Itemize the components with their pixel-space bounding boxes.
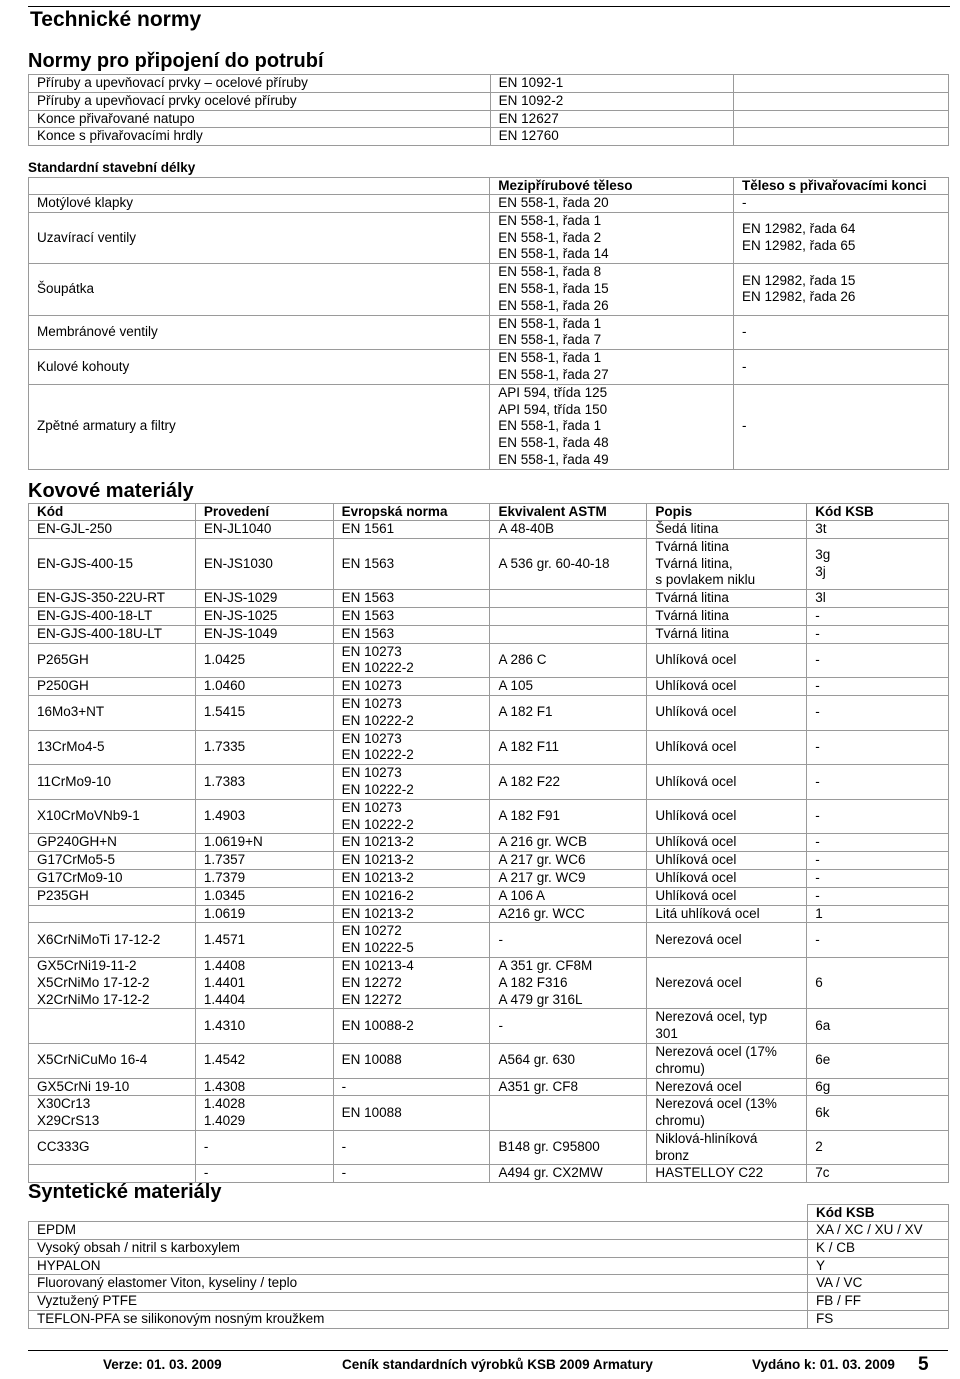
- european-norm: EN 10213-2: [333, 905, 490, 923]
- ksb-code: -: [807, 923, 949, 958]
- table-row: [29, 1239, 949, 1257]
- table-row: [29, 834, 949, 852]
- material-execution: 1.0619: [195, 905, 333, 923]
- material-code: X6CrNiMoTi 17-12-2: [29, 923, 196, 958]
- pipe-norm-empty: [734, 128, 949, 146]
- material-code: CC333G: [29, 1130, 196, 1165]
- ksb-code: -: [807, 730, 949, 765]
- pipe-norm-code: EN 1092-1: [490, 75, 734, 93]
- material-execution: EN-JS-1049: [195, 625, 333, 643]
- european-norm: EN 10273 EN 10222-2: [333, 730, 490, 765]
- material-code: P250GH: [29, 678, 196, 696]
- pipe-norm-empty: [734, 110, 949, 128]
- table-row: [29, 695, 949, 730]
- material-execution: 1.7357: [195, 852, 333, 870]
- ksb-code: 6: [807, 957, 949, 1008]
- material-execution: -: [195, 1130, 333, 1165]
- astm-equivalent: A 182 F91: [490, 799, 647, 834]
- valve-type: Motýlové klapky: [29, 195, 490, 213]
- material-code: GX5CrNi19-11-2 X5CrNiMo 17-12-2 X2CrNiMo 17-12-2: [29, 957, 196, 1008]
- ksb-code: 3t: [807, 521, 949, 539]
- material-execution: 1.0619+N: [195, 834, 333, 852]
- material-execution: EN-JL1040: [195, 521, 333, 539]
- wafer-length: EN 558-1, řada 20: [490, 195, 734, 213]
- material-description: Uhlíková ocel: [647, 834, 807, 852]
- material-description: Uhlíková ocel: [647, 695, 807, 730]
- synthetic-header-empty: [29, 1205, 808, 1222]
- european-norm: EN 10273 EN 10222-2: [333, 643, 490, 678]
- wafer-length: EN 558-1, řada 1 EN 558-1, řada 7: [490, 315, 734, 350]
- astm-equivalent: A 351 gr. CF8M A 182 F316 A 479 gr 316L: [490, 957, 647, 1008]
- astm-equivalent: A 182 F22: [490, 765, 647, 800]
- material-execution: 1.4903: [195, 799, 333, 834]
- table-row: [29, 887, 949, 905]
- table-row: [29, 1043, 949, 1078]
- material-code: X30Cr13 X29CrS13: [29, 1096, 196, 1131]
- astm-equivalent: A564 gr. 630: [490, 1043, 647, 1078]
- ksb-code: -: [807, 799, 949, 834]
- table-row: [29, 110, 949, 128]
- synthetic-material: HYPALON: [29, 1257, 808, 1275]
- material-description: Nerezová ocel: [647, 1078, 807, 1096]
- material-description: HASTELLOY C22: [647, 1165, 807, 1183]
- table-row: [29, 765, 949, 800]
- material-code: GP240GH+N: [29, 834, 196, 852]
- table-row: [29, 1293, 949, 1311]
- lengths-section-title: Standardní stavební délky: [28, 160, 196, 175]
- col-description: Popis: [647, 504, 807, 521]
- material-code: EN-GJS-400-18U-LT: [29, 625, 196, 643]
- material-execution: 1.4028 1.4029: [195, 1096, 333, 1131]
- lengths-table: [28, 177, 949, 470]
- material-execution: 1.7335: [195, 730, 333, 765]
- material-description: Nerezová ocel, typ 301: [647, 1009, 807, 1044]
- astm-equivalent: A 217 gr. WC9: [490, 869, 647, 887]
- ksb-code: -: [807, 887, 949, 905]
- synthetic-code-header: Kód KSB: [808, 1205, 949, 1222]
- material-description: Uhlíková ocel: [647, 799, 807, 834]
- table-row: [29, 384, 949, 469]
- european-norm: EN 10216-2: [333, 887, 490, 905]
- european-norm: EN 10273 EN 10222-2: [333, 695, 490, 730]
- table-row: [29, 75, 949, 93]
- top-rule: [28, 6, 950, 7]
- ksb-code: -: [807, 625, 949, 643]
- european-norm: -: [333, 1165, 490, 1183]
- weld-length: EN 12982, řada 64 EN 12982, řada 65: [734, 212, 949, 263]
- weld-length: -: [734, 195, 949, 213]
- astm-equivalent: B148 gr. C95800: [490, 1130, 647, 1165]
- pipe-norm-name: Konce s přivařovacími hrdly: [29, 128, 491, 146]
- footer-issued: Vydáno k: 01. 03. 2009: [752, 1357, 895, 1372]
- ksb-code: 3l: [807, 590, 949, 608]
- material-description: Uhlíková ocel: [647, 852, 807, 870]
- col-execution: Provedení: [195, 504, 333, 521]
- ksb-code: -: [807, 852, 949, 870]
- material-execution: -: [195, 1165, 333, 1183]
- european-norm: EN 10273: [333, 678, 490, 696]
- material-execution: 1.7383: [195, 765, 333, 800]
- material-execution: 1.4571: [195, 923, 333, 958]
- european-norm: EN 10273 EN 10222-2: [333, 765, 490, 800]
- wafer-length: EN 558-1, řada 8 EN 558-1, řada 15 EN 558-1, řada 26: [490, 264, 734, 315]
- astm-equivalent: -: [490, 923, 647, 958]
- metals-table: [28, 503, 949, 1183]
- european-norm: EN 1563: [333, 538, 490, 589]
- table-row: [29, 607, 949, 625]
- material-description: Uhlíková ocel: [647, 869, 807, 887]
- material-code: P235GH: [29, 887, 196, 905]
- astm-equivalent: A 182 F1: [490, 695, 647, 730]
- material-description: Tvárná litina Tvárná litina, s povlakem niklu: [647, 538, 807, 589]
- material-description: Uhlíková ocel: [647, 730, 807, 765]
- synthetic-material: EPDM: [29, 1222, 808, 1240]
- material-execution: 1.0345: [195, 887, 333, 905]
- table-row: [29, 1130, 949, 1165]
- material-code: 16Mo3+NT: [29, 695, 196, 730]
- material-description: Nerezová ocel (17% chromu): [647, 1043, 807, 1078]
- valve-type: Membránové ventily: [29, 315, 490, 350]
- col-european-norm: Evropská norma: [333, 504, 490, 521]
- footer-version: Verze: 01. 03. 2009: [103, 1357, 222, 1372]
- table-row: [29, 1009, 949, 1044]
- european-norm: EN 10213-2: [333, 834, 490, 852]
- table-row: [29, 625, 949, 643]
- material-execution: 1.4310: [195, 1009, 333, 1044]
- lengths-col-wafer: Mezipřírubové těleso: [490, 178, 734, 195]
- table-row: [29, 538, 949, 589]
- astm-equivalent: A 216 gr. WCB: [490, 834, 647, 852]
- material-execution: 1.7379: [195, 869, 333, 887]
- astm-equivalent: A 536 gr. 60-40-18: [490, 538, 647, 589]
- synthetic-ksb-code: FB / FF: [808, 1293, 949, 1311]
- table-row: [29, 212, 949, 263]
- table-row: [29, 678, 949, 696]
- col-astm: Ekvivalent ASTM: [490, 504, 647, 521]
- col-ksb-code: Kód KSB: [807, 504, 949, 521]
- ksb-code: 7c: [807, 1165, 949, 1183]
- european-norm: EN 10088-2: [333, 1009, 490, 1044]
- european-norm: EN 1561: [333, 521, 490, 539]
- ksb-code: -: [807, 607, 949, 625]
- table-row: [29, 923, 949, 958]
- table-row: [29, 128, 949, 146]
- material-description: Nerezová ocel: [647, 923, 807, 958]
- ksb-code: -: [807, 678, 949, 696]
- ksb-code: 6a: [807, 1009, 949, 1044]
- table-row: [29, 521, 949, 539]
- pipe-norm-name: Konce přivařované natupo: [29, 110, 491, 128]
- astm-equivalent: [490, 590, 647, 608]
- european-norm: EN 1563: [333, 590, 490, 608]
- synthetic-section-title: Syntetické materiály: [28, 1181, 222, 1203]
- table-row: [29, 315, 949, 350]
- material-code: EN-GJS-400-18-LT: [29, 607, 196, 625]
- astm-equivalent: [490, 607, 647, 625]
- material-code: EN-GJS-350-22U-RT: [29, 590, 196, 608]
- table-row: [29, 957, 949, 1008]
- material-description: Tvárná litina: [647, 607, 807, 625]
- pipe-norm-code: EN 1092-2: [490, 92, 734, 110]
- wafer-length: EN 558-1, řada 1 EN 558-1, řada 27: [490, 350, 734, 385]
- pipe-norm-code: EN 12627: [490, 110, 734, 128]
- material-code: G17CrMo9-10: [29, 869, 196, 887]
- table-row: [29, 730, 949, 765]
- material-execution: EN-JS-1025: [195, 607, 333, 625]
- table-row: [29, 869, 949, 887]
- page-number: 5: [918, 1354, 929, 1375]
- material-execution: 1.4408 1.4401 1.4404: [195, 957, 333, 1008]
- table-row: [29, 1078, 949, 1096]
- astm-equivalent: A 286 C: [490, 643, 647, 678]
- material-description: Uhlíková ocel: [647, 678, 807, 696]
- table-row: [29, 590, 949, 608]
- european-norm: EN 1563: [333, 625, 490, 643]
- weld-length: -: [734, 384, 949, 469]
- ksb-code: -: [807, 869, 949, 887]
- european-norm: EN 10213-2: [333, 852, 490, 870]
- table-row: [29, 264, 949, 315]
- astm-equivalent: A351 gr. CF8: [490, 1078, 647, 1096]
- material-code: EN-GJL-250: [29, 521, 196, 539]
- material-code: G17CrMo5-5: [29, 852, 196, 870]
- european-norm: EN 1563: [333, 607, 490, 625]
- synthetic-ksb-code: VA / VC: [808, 1275, 949, 1293]
- table-row: [29, 1310, 949, 1328]
- ksb-code: 6e: [807, 1043, 949, 1078]
- ksb-code: 6k: [807, 1096, 949, 1131]
- material-code: X5CrNiCuMo 16-4: [29, 1043, 196, 1078]
- synthetic-ksb-code: K / CB: [808, 1239, 949, 1257]
- material-execution: EN-JS-1029: [195, 590, 333, 608]
- synthetic-ksb-code: FS: [808, 1310, 949, 1328]
- astm-equivalent: A 217 gr. WC6: [490, 852, 647, 870]
- ksb-code: 3g 3j: [807, 538, 949, 589]
- ksb-code: 6g: [807, 1078, 949, 1096]
- material-description: Litá uhlíková ocel: [647, 905, 807, 923]
- material-execution: 1.0425: [195, 643, 333, 678]
- pipe-section-title: Normy pro připojení do potrubí: [28, 50, 324, 72]
- european-norm: -: [333, 1130, 490, 1165]
- weld-length: EN 12982, řada 15 EN 12982, řada 26: [734, 264, 949, 315]
- valve-type: Zpětné armatury a filtry: [29, 384, 490, 469]
- european-norm: EN 10088: [333, 1096, 490, 1131]
- table-row: [29, 1275, 949, 1293]
- weld-length: -: [734, 315, 949, 350]
- material-description: Uhlíková ocel: [647, 765, 807, 800]
- valve-type: Uzavírací ventily: [29, 212, 490, 263]
- material-description: Nerezová ocel: [647, 957, 807, 1008]
- ksb-code: 2: [807, 1130, 949, 1165]
- wafer-length: API 594, třída 125 API 594, třída 150 EN 558-1, řada 1 EN 558-1, řada 48 EN 558-1, řada 49: [490, 384, 734, 469]
- material-description: Uhlíková ocel: [647, 643, 807, 678]
- material-description: Uhlíková ocel: [647, 887, 807, 905]
- synthetic-ksb-code: XA / XC / XU / XV: [808, 1222, 949, 1240]
- table-row: [29, 1222, 949, 1240]
- material-description: Niklová-hliníková bronz: [647, 1130, 807, 1165]
- valve-type: Šoupátka: [29, 264, 490, 315]
- material-execution: 1.4542: [195, 1043, 333, 1078]
- ksb-code: -: [807, 695, 949, 730]
- european-norm: EN 10273 EN 10222-2: [333, 799, 490, 834]
- table-row: [29, 1096, 949, 1131]
- pipe-norm-empty: [734, 75, 949, 93]
- pipe-norm-empty: [734, 92, 949, 110]
- ksb-code: -: [807, 834, 949, 852]
- table-row: [29, 643, 949, 678]
- synthetic-material: Vysoký obsah / nitril s karboxylem: [29, 1239, 808, 1257]
- material-execution: EN-JS1030: [195, 538, 333, 589]
- footer-rule: [28, 1350, 948, 1351]
- astm-equivalent: A 48-40B: [490, 521, 647, 539]
- material-code: X10CrMoVNb9-1: [29, 799, 196, 834]
- pipe-norm-code: EN 12760: [490, 128, 734, 146]
- table-row: [29, 350, 949, 385]
- astm-equivalent: A 105: [490, 678, 647, 696]
- lengths-col-empty: [29, 178, 490, 195]
- pipe-norm-name: Příruby a upevňovací prvky – ocelové příruby: [29, 75, 491, 93]
- material-execution: 1.5415: [195, 695, 333, 730]
- table-row: [29, 852, 949, 870]
- material-code: 13CrMo4-5: [29, 730, 196, 765]
- astm-equivalent: [490, 1096, 647, 1131]
- material-code: [29, 1009, 196, 1044]
- col-code: Kód: [29, 504, 196, 521]
- table-row: [29, 799, 949, 834]
- material-code: 11CrMo9-10: [29, 765, 196, 800]
- astm-equivalent: A 106 A: [490, 887, 647, 905]
- material-description: Tvárná litina: [647, 625, 807, 643]
- material-code: [29, 905, 196, 923]
- european-norm: EN 10088: [333, 1043, 490, 1078]
- wafer-length: EN 558-1, řada 1 EN 558-1, řada 2 EN 558-1, řada 14: [490, 212, 734, 263]
- material-code: EN-GJS-400-15: [29, 538, 196, 589]
- weld-length: -: [734, 350, 949, 385]
- synthetic-ksb-code: Y: [808, 1257, 949, 1275]
- ksb-code: -: [807, 643, 949, 678]
- metals-section-title: Kovové materiály: [28, 480, 194, 502]
- synthetic-material: TEFLON-PFA se silikonovým nosným kroužkem: [29, 1310, 808, 1328]
- table-row: [29, 905, 949, 923]
- footer-center: Ceník standardních výrobků KSB 2009 Armatury: [342, 1357, 653, 1372]
- european-norm: EN 10272 EN 10222-5: [333, 923, 490, 958]
- material-execution: 1.4308: [195, 1078, 333, 1096]
- material-description: Tvárná litina: [647, 590, 807, 608]
- astm-equivalent: [490, 625, 647, 643]
- synthetic-material: Vyztužený PTFE: [29, 1293, 808, 1311]
- page-title: Technické normy: [30, 8, 202, 31]
- european-norm: -: [333, 1078, 490, 1096]
- european-norm: EN 10213-4 EN 12272 EN 12272: [333, 957, 490, 1008]
- astm-equivalent: A494 gr. CX2MW: [490, 1165, 647, 1183]
- lengths-col-weld: Těleso s přivařovacími konci: [734, 178, 949, 195]
- ksb-code: -: [807, 765, 949, 800]
- astm-equivalent: A216 gr. WCC: [490, 905, 647, 923]
- material-description: Nerezová ocel (13% chromu): [647, 1096, 807, 1131]
- european-norm: EN 10213-2: [333, 869, 490, 887]
- astm-equivalent: -: [490, 1009, 647, 1044]
- ksb-code: 1: [807, 905, 949, 923]
- pipe-norms-table: [28, 74, 949, 146]
- synthetic-material: Fluorovaný elastomer Viton, kyseliny / teplo: [29, 1275, 808, 1293]
- material-execution: 1.0460: [195, 678, 333, 696]
- material-description: Šedá litina: [647, 521, 807, 539]
- valve-type: Kulové kohouty: [29, 350, 490, 385]
- material-code: P265GH: [29, 643, 196, 678]
- table-row: [29, 92, 949, 110]
- pipe-norm-name: Příruby a upevňovací prvky ocelové příruby: [29, 92, 491, 110]
- material-code: GX5CrNi 19-10: [29, 1078, 196, 1096]
- synthetic-table: [28, 1204, 949, 1329]
- table-row: [29, 195, 949, 213]
- table-row: [29, 1257, 949, 1275]
- astm-equivalent: A 182 F11: [490, 730, 647, 765]
